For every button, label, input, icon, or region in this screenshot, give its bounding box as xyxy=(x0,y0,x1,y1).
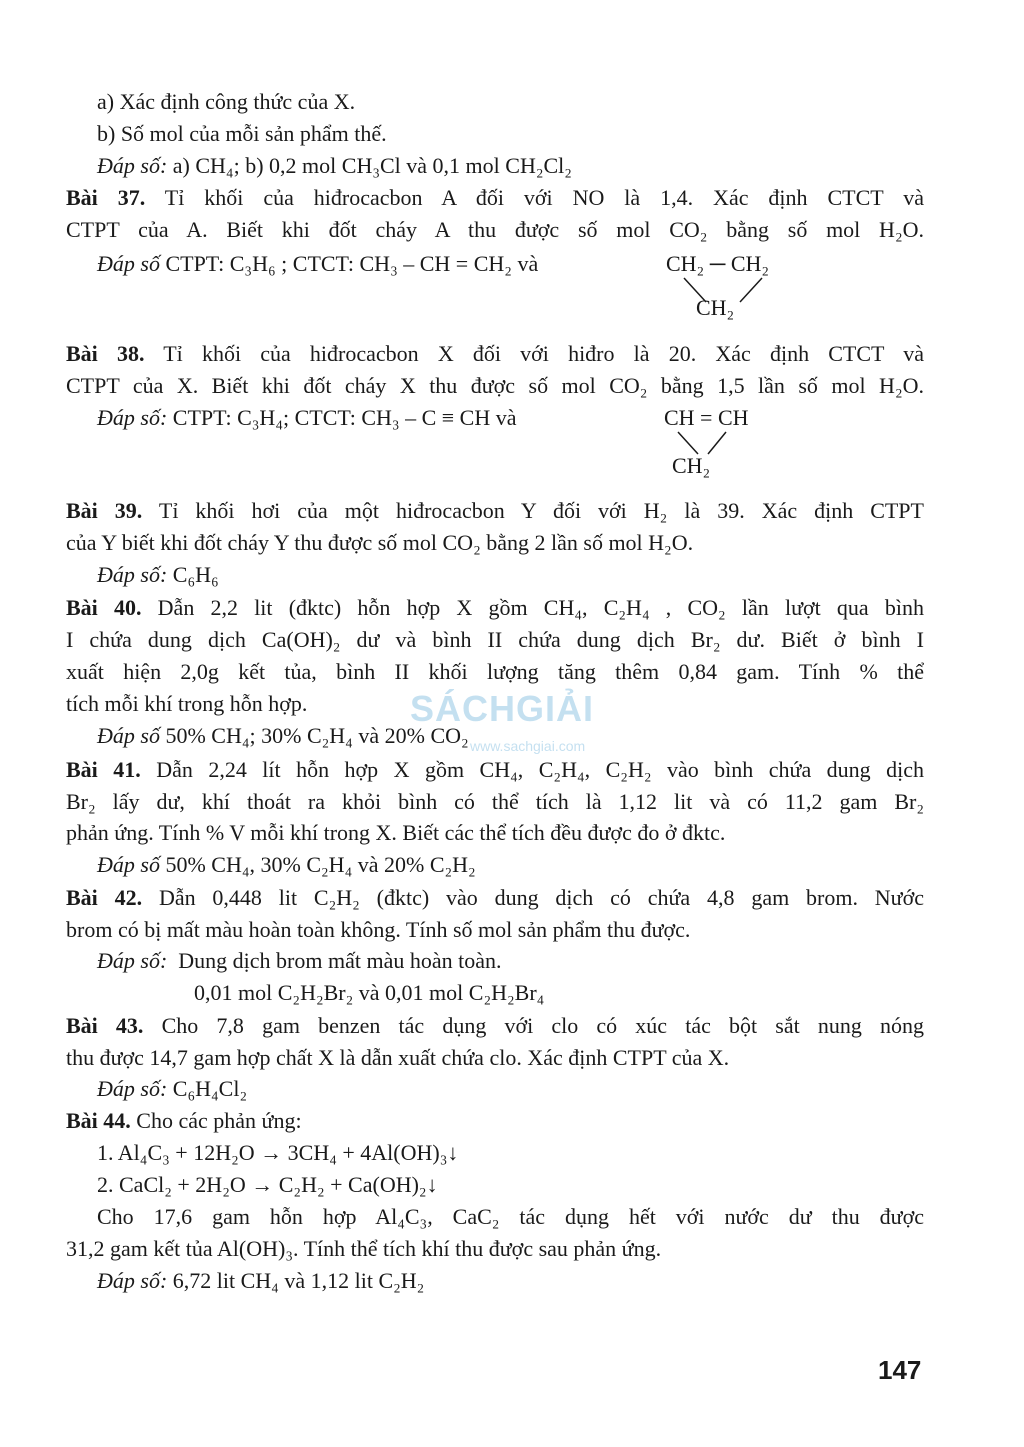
exercise-43-line-2: thu được 14,7 gam hợp chất X là dẫn xuất chứa clo. Xác định CTPT của X. xyxy=(66,1045,730,1070)
exercise-40-line-4: tích mỗi khí trong hỗn hợp. xyxy=(66,691,308,716)
exercise-40-line-1: Bài 40. Dẫn 2,2 lit (đktc) hỗn hợp X gồm CH₄, C₂H₄ , CO₂ lần lượt qua bình xyxy=(66,595,924,620)
exercise-42-answer: Đáp số: Dung dịch brom mất màu hoàn toàn. xyxy=(97,948,502,973)
ring-top: CH = CH xyxy=(664,405,749,430)
line-a: a) Xác định công thức của X. xyxy=(97,89,356,114)
cyclopropane-formula xyxy=(666,250,770,320)
exercise-38-line-1: Bài 38. Tỉ khối của hiđrocacbon X đối với hiđro là 20. Xác định CTCT và xyxy=(66,341,924,366)
page-number: 147 xyxy=(878,1355,922,1385)
exercise-44-answer: Đáp số: 6,72 lit CH₄ và 1,12 lit C₂H₂ xyxy=(97,1268,425,1293)
exercise-40-line-2: I chứa dung dịch Ca(OH)₂ dư và bình II chứa dung dịch Br₂ dư. Biết ở bình I xyxy=(66,627,924,652)
exercise-38-line-2: CTPT của X. Biết khi đốt cháy X thu được số mol CO₂ bằng 1,5 lần số mol H₂O. xyxy=(66,373,924,398)
exercise-42-line-1: Bài 42. Dẫn 0,448 lit C₂H₂ (đktc) vào dung dịch có chứa 4,8 gam brom. Nước xyxy=(66,885,924,910)
exercise-44-reaction-2: 2. CaCl₂ + 2H₂O → C₂H₂ + Ca(OH)₂↓ xyxy=(97,1172,438,1197)
exercise-44-line-2: Cho 17,6 gam hỗn hợp Al₄C₃, CaC₂ tác dụng hết với nước dư thu được xyxy=(97,1204,924,1229)
exercise-43-line-1: Bài 43. Cho 7,8 gam benzen tác dụng với clo có xúc tác bột sắt nung nóng xyxy=(66,1013,924,1038)
exercise-41-answer: Đáp số 50% CH₄, 30% C₂H₄ và 20% C₂H₂ xyxy=(97,852,476,877)
watermark-url: www.sachgiai.com xyxy=(470,738,586,754)
exercise-39-line-2: của Y biết khi đốt cháy Y thu được số mol CO₂ bằng 2 lần số mol H₂O. xyxy=(66,530,694,555)
exercise-44-line-3: 31,2 gam kết tủa Al(OH)₃. Tính thể tích khí thu được sau phản ứng. xyxy=(66,1236,662,1261)
exercise-37-line-2: CTPT của A. Biết khi đốt cháy A thu được số mol CO₂ bằng số mol H₂O. xyxy=(66,217,924,242)
exercise-38-answer: Đáp số: CTPT: C₃H₄; CTCT: CH₃ – C ≡ CH và xyxy=(97,405,517,430)
exercise-44-line-1: Bài 44. Cho các phản ứng: xyxy=(66,1108,302,1133)
exercise-41-line-3: phản ứng. Tính % V mỗi khí trong X. Biết các thể tích đều được đo ở đktc. xyxy=(66,820,726,845)
exercise-42-answer-2: 0,01 mol C₂H₂Br₂ và 0,01 mol C₂H₂Br₄ xyxy=(194,980,545,1005)
exercise-40-line-3: xuất hiện 2,0g kết tủa, bình II khối lượng tăng thêm 0,84 gam. Tính % thể xyxy=(66,659,924,684)
exercise-39-answer: Đáp số: C₆H₆ xyxy=(97,562,219,587)
exercise-37-answer: Đáp số CTPT: C₃H₆ ; CTCT: CH₃ – CH = CH₂ và xyxy=(97,251,539,276)
ring-bottom: CH₂ xyxy=(696,295,735,320)
exercise-44-reaction-1: 1. Al₄C₃ + 12H₂O → 3CH₄ + 4Al(OH)₃↓ xyxy=(97,1140,459,1165)
exercise-41-line-2: Br₂ lấy dư, khí thoát ra khỏi bình có thể tích là 1,12 lit và có 11,2 gam Br₂ xyxy=(66,789,924,814)
exercise-42-line-2: brom có bị mất màu hoàn toàn không. Tính số mol sản phẩm thu được. xyxy=(66,917,691,942)
ring-top: CH₂ ─ CH₂ xyxy=(666,251,770,276)
watermark-logo-text: SÁCHGIẢI xyxy=(410,688,595,729)
exercise-43-answer: Đáp số: C₆H₄Cl₂ xyxy=(97,1076,248,1101)
exercise-37-line-1: Bài 37. Tỉ khối của hiđrocacbon A đối với NO là 1,4. Xác định CTCT và xyxy=(66,185,924,210)
ring-bottom: CH₂ xyxy=(672,453,711,478)
line-b: b) Số mol của mỗi sản phẩm thế. xyxy=(97,121,387,146)
cyclopropene-formula xyxy=(664,404,749,478)
exercise-41-line-1: Bài 41. Dẫn 2,24 lít hỗn hợp X gồm CH₄, C₂H₄, C₂H₂ vào bình chứa dung dịch xyxy=(66,757,924,782)
exercise-40-answer: Đáp số 50% CH₄; 30% C₂H₄ và 20% CO₂ xyxy=(97,723,469,748)
exercise-39-line-1: Bài 39. Tỉ khối hơi của một hiđrocacbon Y đối với H₂ là 39. Xác định CTPT xyxy=(66,498,924,523)
answer-line: Đáp số: a) CH₄; b) 0,2 mol CH₃Cl và 0,1 mol CH₂Cl₂ xyxy=(97,153,572,178)
